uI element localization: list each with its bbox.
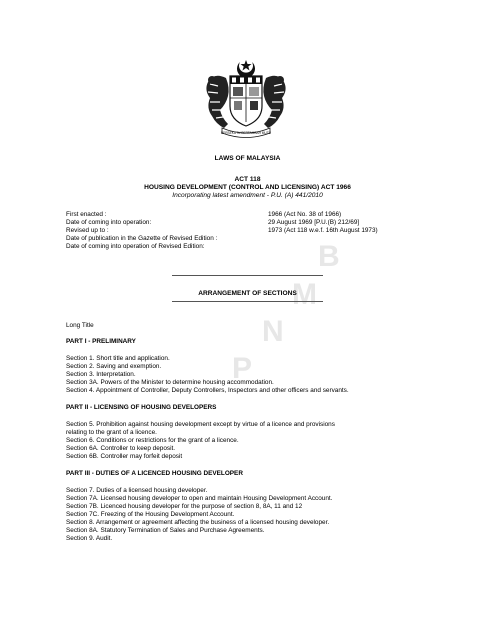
laws-of-malaysia-heading: LAWS OF MALAYSIA (214, 155, 281, 162)
act-title: HOUSING DEVELOPMENT (CONTROL AND LICENSING) ACT 1966 (144, 184, 351, 191)
section-line: Section 3. Interpretation. (66, 371, 136, 378)
latest-amendment: Incorporating latest amendment - P.U. (A) 441/2010 (172, 192, 323, 199)
first-enacted-label: First enacted : (66, 211, 107, 218)
watermark-letter: B (318, 240, 340, 273)
arrangement-heading: ARRANGEMENT OF SECTIONS (198, 290, 297, 297)
section-line: Section 9. Audit. (66, 535, 113, 542)
watermark-letter: P (232, 352, 253, 385)
section-line: Section 2. Saving and exemption. (66, 363, 162, 370)
divider-top (172, 275, 323, 276)
section-line: Section 6. Conditions or restrictions for the grant of a licence. (66, 437, 239, 444)
section-line: Section 7C. Freezing of the Housing Development Account. (66, 511, 235, 518)
watermark-letter: N (262, 315, 284, 348)
coming-into-operation-label: Date of coming into operation: (66, 219, 152, 226)
section-line: Section 6A. Controller to keep deposit. (66, 445, 176, 452)
section-line: Section 8A. Statutory Termination of Sales and Purchase Agreements. (66, 527, 265, 534)
section-line: Section 4. Appointment of Controller, Deputy Controllers, Inspectors and other officers and servants. (66, 387, 349, 394)
watermark-letter: M (292, 278, 317, 311)
part-heading: PART I - PRELIMINARY (66, 338, 136, 345)
act-number: ACT 118 (234, 176, 261, 183)
part-heading: PART II - LICENSING OF HOUSING DEVELOPERS (66, 404, 217, 411)
long-title: Long Title (66, 322, 94, 329)
malaysia-coat-of-arms-icon (196, 58, 296, 141)
coming-into-operation-value: 29 August 1969 [P.U.(B) 212/69] (268, 219, 360, 226)
svg-text:BERSEKUTU BERTAMBAH MUTU: BERSEKUTU BERTAMBAH MUTU (220, 131, 272, 135)
part-heading: PART III - DUTIES OF A LICENCED HOUSING DEVELOPER (66, 470, 243, 477)
section-line: Section 7A. Licensed housing developer to open and maintain Housing Development Account. (66, 495, 333, 502)
section-line: Section 6B. Controller may forfeit deposit (66, 453, 183, 460)
gazette-publication-label: Date of publication in the Gazette of Revised Edition : (66, 235, 218, 242)
section-line: Section 3A. Powers of the Minister to determine housing accommodation. (66, 379, 274, 386)
revised-up-to-label: Revised up to : (66, 227, 109, 234)
revised-up-to-value: 1973 (Act 118 w.e.f. 16th August 1973) (268, 227, 378, 234)
divider-bottom (172, 301, 323, 302)
first-enacted-value: 1966 (Act No. 38 of 1966) (268, 211, 342, 218)
revised-operation-label: Date of coming into operation of Revised Edition: (66, 243, 205, 250)
section-line: Section 1. Short title and application. (66, 355, 170, 362)
section-line: Section 5. Prohibition against housing development except by virtue of a licence and provisions (66, 421, 335, 428)
section-line: Section 8. Arrangement or agreement affecting the business of a licensed housing developer. (66, 519, 330, 526)
section-line: Section 7B. Licenced housing developer for the purpose of section 8, 8A, 11 and 12 (66, 503, 303, 510)
section-line: relating to the grant of a licence. (66, 429, 157, 436)
section-line: Section 7. Duties of a licensed housing developer. (66, 487, 208, 494)
